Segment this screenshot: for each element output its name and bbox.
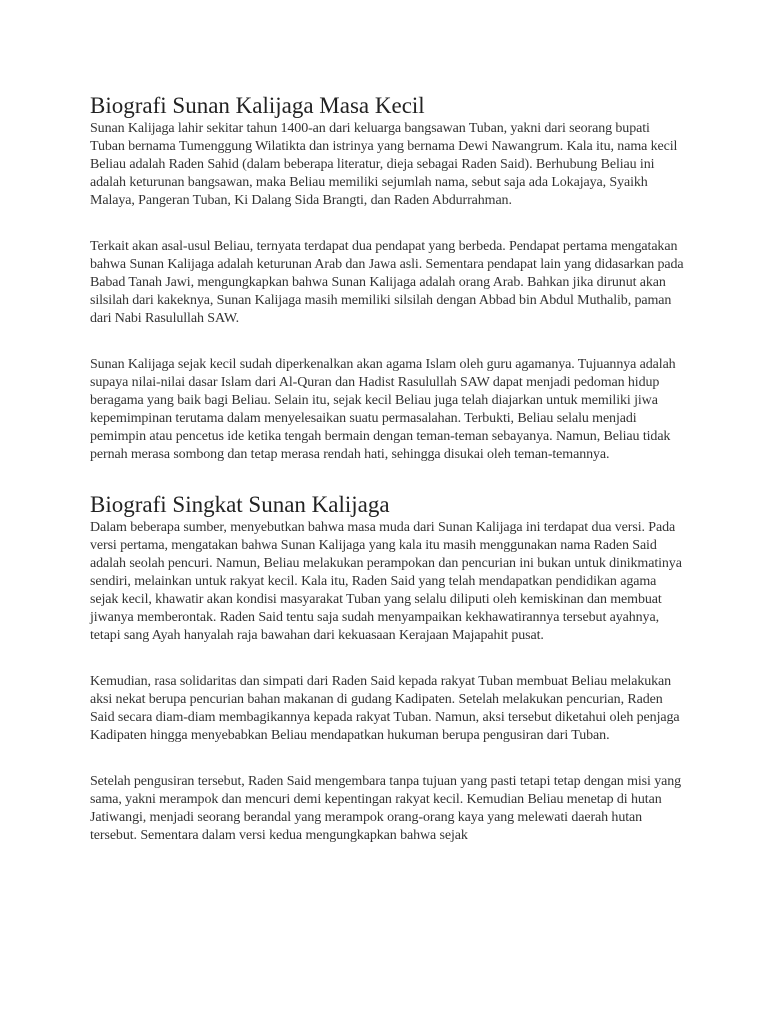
section-heading: Biografi Singkat Sunan Kalijaga bbox=[90, 492, 390, 517]
paragraph-spacer bbox=[90, 328, 686, 356]
paragraph: Setelah pengusiran tersebut, Raden Said mengembara tanpa tujuan yang pasti tetapi tetap dengan misi yang sama, yakni merampok dan mencuri demi kepentingan rakyat kecil. Kemudian Beliau menetap di hutan Jatiwangi, menjadi seorang berandal yang merampok orang-orang kaya yang melewati daerah hutan tersebut. Sementara dalam versi kedua mengungkapkan bahwa sejak bbox=[90, 774, 682, 843]
paragraph: Sunan Kalijaga sejak kecil sudah diperkenalkan akan agama Islam oleh guru agamanya. Tujuannya adalah supaya nilai-nilai dasar Islam dari Al-Quran dan Hadist Rasulullah SAW dapat menjadi pedoman hidup beragama yang baik bagi Beliau. Selain itu, sejak kecil Beliau juga telah diajarkan untuk memiliki jiwa kepemimpinan terutama dalam menyelesaikan suatu permasalahan. Terbukti, Beliau selalu menjadi pemimpin atau pencetus ide ketika tengah bermain dengan teman-teman sebayanya. Namun, Beliau tidak pernah merasa sombong dan tetap merasa rendah hati, sehingga disukai oleh teman-temannya. bbox=[90, 357, 676, 462]
paragraph-spacer bbox=[90, 745, 686, 773]
paragraph-spacer bbox=[90, 210, 686, 238]
paragraph: Terkait akan asal-usul Beliau, ternyata terdapat dua pendapat yang berbeda. Pendapat pertama mengatakan bahwa Sunan Kalijaga adalah keturunan Arab dan Jawa asli. Sementara pendapat lain yang didasarkan pada Babad Tanah Jawi, mengungkapkan bahwa Sunan Kalijaga adalah orang Arab. Bahkan jika dirunut akan silsilah dari kakeknya, Sunan Kalijaga masih memiliki silsilah dengan Abbad bin Abdul Muthalib, paman dari Nabi Rasulullah SAW. bbox=[90, 239, 684, 326]
paragraph: Dalam beberapa sumber, menyebutkan bahwa masa muda dari Sunan Kalijaga ini terdapat dua versi. Pada versi pertama, mengatakan bahwa Sunan Kalijaga yang kala itu masih menggunakan nama Raden Said adalah seolah pencuri. Namun, Beliau melakukan perampokan dan pencurian ini bukan untuk dinikmatinya sendiri, melainkan untuk rakyat kecil. Kala itu, Raden Said yang telah mendapatkan pendidikan agama sejak kecil, khawatir akan kondisi masyarakat Tuban yang selalu diliputi oleh kemiskinan dan membuat jiwanya memberontak. Raden Said tentu saja sudah menyampaikan kekhawatirannya tersebut ayahnya, tetapi sang Ayah hanyalah raja bawahan dari kekuasaan Kerajaan Majapahit pusat. bbox=[90, 520, 682, 643]
section-spacer bbox=[90, 464, 686, 491]
paragraph-spacer bbox=[90, 645, 686, 673]
paragraph: Sunan Kalijaga lahir sekitar tahun 1400-an dari keluarga bangsawan Tuban, yakni dari seorang bupati Tuban bernama Tumenggung Wilatikta dan istrinya yang bernama Dewi Nawangrum. Kala itu, nama kecil Beliau adalah Raden Sahid (dalam beberapa literatur, dieja sebagai Raden Said). Berhubung Beliau ini adalah keturunan bangsawan, maka Beliau memiliki sejumlah nama, sebut saja ada Lokajaya, Syaikh Malaya, Pangeran Tuban, Ki Dalang Sida Brangti, dan Raden Abdurrahman. bbox=[90, 121, 678, 208]
section-heading: Biografi Sunan Kalijaga Masa Kecil bbox=[90, 93, 425, 118]
document-content bbox=[90, 92, 686, 845]
paragraph: Kemudian, rasa solidaritas dan simpati dari Raden Said kepada rakyat Tuban membuat Beliau melakukan aksi nekat berupa pencurian bahan makanan di gudang Kadipaten. Setelah melakukan pencurian, Raden Said secara diam-diam membagikannya kepada rakyat Tuban. Namun, aksi tersebut diketahui oleh penjaga Kadipaten hingga menyebabkan Beliau mendapatkan hukuman berupa pengusiran dari Tuban. bbox=[90, 674, 680, 743]
